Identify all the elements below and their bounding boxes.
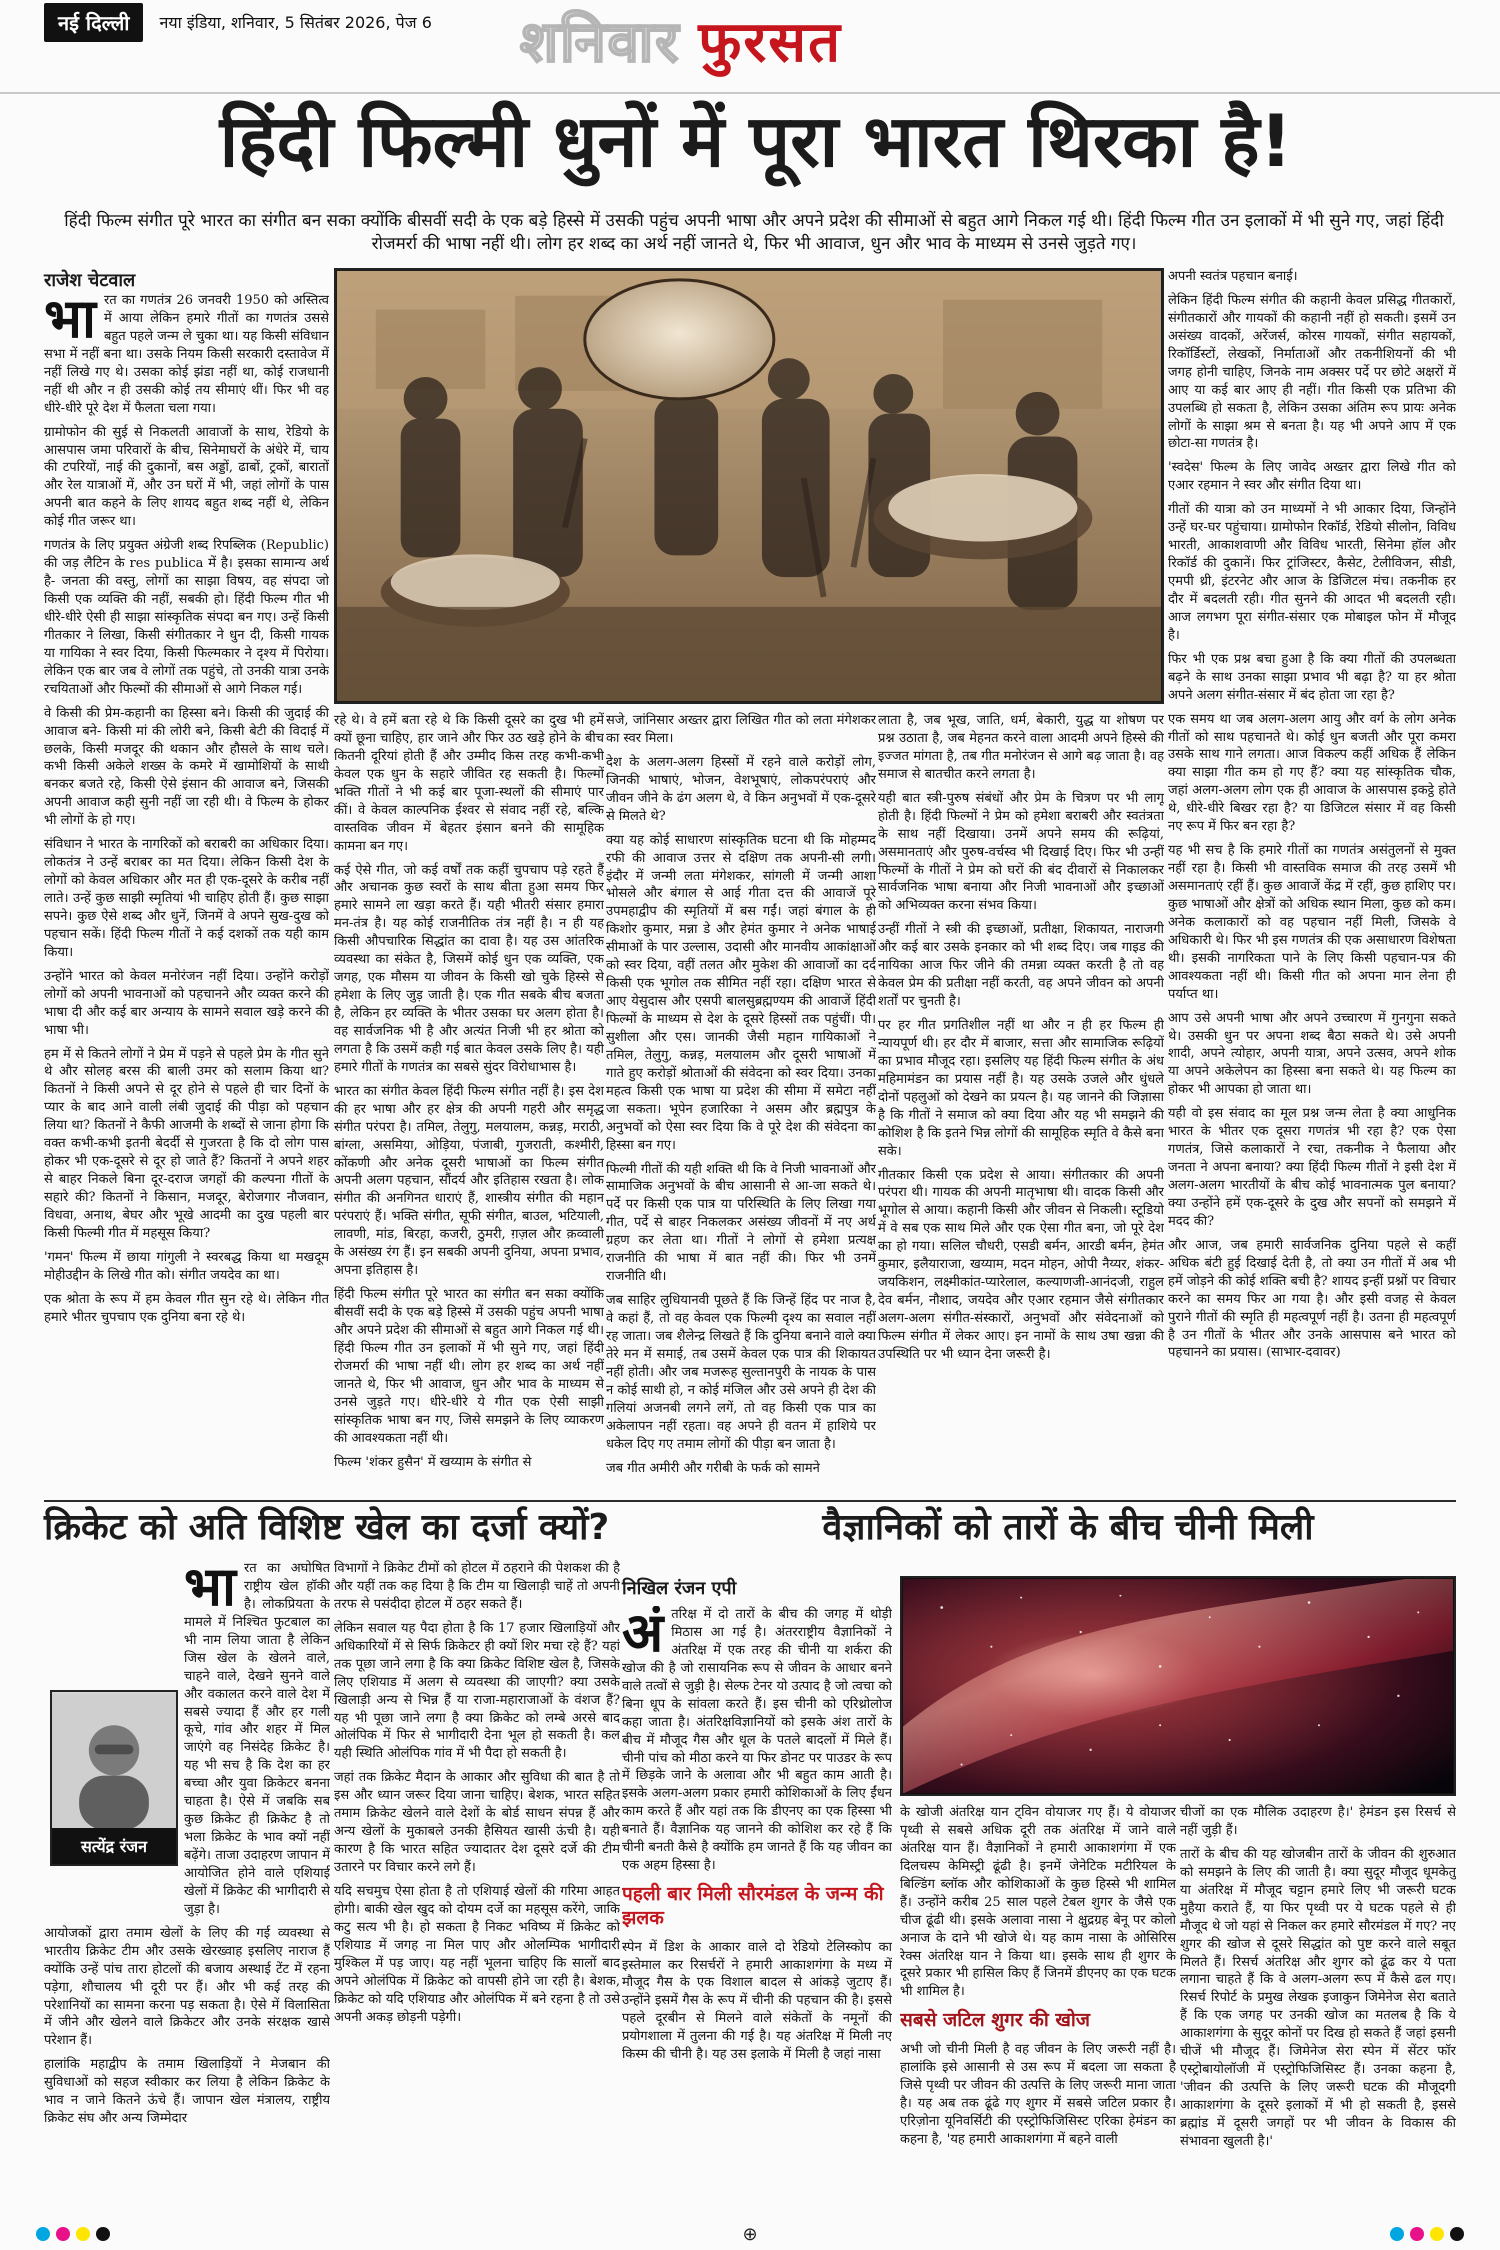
- headline-text: हिंदी फिल्मी धुनों में पूरा भारत थिरका है!: [219, 99, 1293, 183]
- paragraph: कई ऐसे गीत, जो कई वर्षों तक कहीं चुपचाप पड़े रहते हैं और अचानक कुछ स्वरों के साथ बीता हुआ समय फिर हमारे सामने ला खड़ा करते हैं। यही भीतरी संसार हमारा मन-तंत्र है। यह कोई राजनीतिक तंत्र नहीं है। न ही यह किसी औपचारिक सिद्धांत का दावा है। यह उस आंतरिक व्यवस्था का संकेत है, जिसमें कोई धुन एक व्यक्ति, एक जगह, एक मौसम या जीवन के किसी खो चुके हिस्से से हमेशा के लिए जुड़ जाती है। एक गीत सबके बीच बजता है, लेकिन हर व्यक्ति के भीतर उसका घर अलग होता है। वह सार्वजनिक भी है और अत्यंत निजी भी हर श्रोता को लगता है कि उसमें कही गई बात केवल उसके लिए है। यही हमारे गीतों के गणतंत्र का सबसे सुंदर विरोधाभास है।: [334, 862, 604, 1075]
- paragraph: क्या यह कोई साधारण सांस्कृतिक घटना थी कि मोहम्मद रफी की आवाज उत्तर से दक्षिण तक अपनी-सी लगी। इंदौर में जन्मी लता मंगेशकर, सांगली में जन्मी आशा भोसले और बंगाल से आई गीता दत्त की आवाजें पूरे उपमहाद्वीप की स्मृतियों में बस गईं। जहां बंगाल के ही किशोर कुमार, मन्ना डे और हेमंत कुमार ने अनेक भाषाई सीमाओं के पार उल्लास, उदासी और मानवीय आकांक्षाओं को स्वर दिया, वहीं तलत और मुकेश की आवाजों का दर्द किसी एक भूगोल तक सीमित नहीं रहा। दक्षिण भारत से आए येसुदास और एसपी बालसुब्रह्मण्यम की आवाजें हिंदी फिल्मों के माध्यम से देश के दूसरे हिस्सों तक पहुंचीं। पी। सुशीला और एस। जानकी जैसी महान गायिकाओं ने तमिल, तेलुगु, कन्नड़, मलयालम और दूसरी भाषाओं में गाते हुए करोड़ों श्रोताओं की संवेदना को स्वर दिया। उनका महत्व किसी एक भाषा या प्रदेश की सीमा में समेटा नहीं जा सकता। भूपेन हजारिका ने असम और ब्रह्मपुत्र के अनुभवों को ऐसा स्वर दिया कि वे पूरे देश की संवेदना का हिस्सा बन गए।: [606, 832, 876, 1153]
- paragraph: अपनी स्वतंत्र पहचान बनाई।: [1168, 269, 1298, 284]
- stars-column-1: [622, 1606, 892, 2206]
- paragraph: [622, 1606, 892, 1875]
- paragraph: फिल्म 'शंकर हुसैन' में खय्याम के संगीत से: [334, 1454, 532, 1470]
- paragraph: [184, 1560, 330, 1919]
- paragraph: जहां तक क्रिकेट मैदान के आकार और सुविधा की बात है तो इस और ध्यान जरूर दिया जाना चाहिए। बेशक, भारत सहित तमाम क्रिकेट खेलने वाले देशों के बोर्ड साधन संपन्न हैं और अन्य खेलों के मुकाबले उनकी हैसियत खासी ऊंची है। यही कारण है कि भारत सहित ज्यादातर देश दूसरे दर्जे की टीम उतारने पर विचार करने लगे हैं।: [334, 1770, 620, 1875]
- paragraph: लाता है, जब भूख, जाति, धर्म, बेकारी, युद्ध या शोषण पर प्रश्न उठाता है, जब मेहनत करने वाला आदमी अपने हिस्से की इज्जत मांगता है, तब गीत मनोरंजन से आगे बढ़ जाता है। वह समाज से बातचीत करने लगता है।: [878, 713, 1164, 782]
- paragraph: लेकिन सवाल यह पैदा होता है कि 17 हजार खिलाड़ियों और अधिकारियों में से सिर्फ क्रिकेटर ही क्यों शिर मचा रहे हैं? यहां तक पूछा जाने लगा है कि क्या क्रिकेट विशिष्ट खेल है, जिसके लिए एशियाड में अलग से व्यवस्था की जाएगी? क्या उसके खिलाड़ी अन्य से भिन्न हैं या राजा-महाराजाओं के वंशज हैं? यह भी पूछा जाने लगा है क्या क्रिकेट को लम्बे अरसे बाद ओलंपिक में फिर से भागीदारी देना भूल हो सकती है। कल यही स्थिति ओलंपिक गांव में भी पैदा हो सकती है।: [334, 1620, 620, 1762]
- author-name: सत्येंद्र रंजन: [52, 1828, 176, 1864]
- paragraph: यही बात स्त्री-पुरुष संबंधों और प्रेम के चित्रण पर भी लागू होती है। हिंदी फिल्मों ने प्रेम को हमेशा बराबरी और स्वतंत्रता के साथ नहीं दिखाया। उनमें अपने समय की रूढ़ियां, असमानताएं और पुरुष-वर्चस्व भी दिखाई दिए। फिर भी उन्हीं फिल्मों के गीतों ने प्रेम को घरों की बंद दीवारों से निकालकर सार्वजनिक भाषा बनाया और निजी भावनाओं और इच्छाओं को अभिव्यक्त करना संभव किया।: [878, 790, 1164, 914]
- subheading: सबसे जटिल शुगर की खोज: [900, 2009, 1090, 2032]
- cmyk-dots-left: [36, 2227, 110, 2241]
- stars-byline: निखिल रंजन एपी: [622, 1578, 737, 1599]
- paragraph: और आज, जब हमारी सार्वजनिक दुनिया पहले से कहीं अधिक बंटी हुई दिखाई देती है, तो क्या उन गीतों में अब भी हमें जोड़ने की कोई शक्ति बची है? शायद इन्हीं प्रश्नों पर विचार करने का समय फिर आ गया है। और इसी वजह से केवल पुराने गीतों की स्मृति ही महत्वपूर्ण नहीं है। उतना ही महत्वपूर्ण है उन गीतों के भीतर और उनके आसपास बने भारत को पहचानने का प्रयास। (साभार-दवावर): [1168, 1237, 1456, 1361]
- paragraph: चीजों का एक मौलिक उदाहरण है।' हेमंडन इस रिसर्च से नहीं जुड़ी हैं।: [1180, 1805, 1456, 1838]
- dropcap: भा: [44, 292, 96, 350]
- paragraph: हम में से कितने लोगों ने प्रेम में पड़ने से पहले प्रेम के गीत सुने थे और सोलह बरस की बाली उमर को सलाम किया था? कितनों ने किसी अपने से दूर होने से पहले ही चार दिनों के प्यार के बाद आने वाली लंबी जुदाई की पीड़ा को पहचान लिया था? कितनों ने कैफी आजमी के शब्दों से जाना होगा कि वक्त कभी-कभी इतनी बेदर्दी से गुजरता है कि दो लोग पास होकर भी एक-दूसरे से दूर हो जाते हैं? कितनों ने अपने शहर से बाहर निकले बिना दूर-दराज जगहों की कल्पना गीतों के सहारे की? कितनों ने किसान, मजदूर, बेरोजगार नौजवान, विधवा, अनाथ, बेघर और भूखे आदमी का दुख पहली बार किसी फिल्मी गीत में महसूस किया?: [44, 1046, 329, 1241]
- paragraph: स्पेन में डिश के आकार वाले दो रेडियो टेलिस्कोप का इस्तेमाल कर रिसर्चरों ने हमारी आकाशगंगा के मध्य में मौजूद गैस के एक विशाल बादल से आंकड़े जुटाए हैं। उन्होंने इसमें गैस के रूप में चीनी की पहचान की है। इससे पहले दूरबीन से मिलने वाले संकेतों के नमूनों की प्रयोगशाला में तुलना की गई है। यह अंतरिक्ष में मिली नए किस्म की चीनी है। यह उस इलाके में मिली है जहां नासा: [622, 1939, 892, 2063]
- paragraph: हिंदी फिल्म संगीत पूरे भारत का संगीत बन सका क्योंकि बीसवीं सदी के एक बड़े हिस्से में उसकी पहुंच अपनी भाषा और अपने प्रदेश की सीमाओं से बहुत आगे निकल गई थी। हिंदी फिल्म गीत उन इलाकों में भी सुने गए, जहां हिंदी रोजमर्रा की भाषा नहीं थी। लोग हर शब्द का अर्थ नहीं जानते थे, फिर भी आवाज, धुन और भाव के माध्यम से उनसे जुड़ते गए। धीरे-धीरे ये गीत एक ऐसी साझी सांस्कृतिक भाषा बन गए, जिसे समझने के लिए व्याकरण की आवश्यकता नहीं थी।: [334, 1287, 604, 1446]
- paragraph: भारत का संगीत केवल हिंदी फिल्म संगीत नहीं है। इस देश की हर भाषा और हर क्षेत्र की अपनी गहरी और समृद्ध संगीत परंपरा है। तमिल, तेलुगु, मलयालम, कन्नड़, मराठी, बांग्ला, असमिया, ओड़िया, पंजाबी, गुजराती, कश्मीरी, कोंकणी और अनेक दूसरी भाषाओं का फिल्म संगीत अपनी अलग पहचान, सौंदर्य और इतिहास रखता है। लोक संगीत की अनगिनत धाराएं हैं, शास्त्रीय संगीत की महान परंपराएं हैं। भक्ति संगीत, सूफी संगीत, बाउल, भटियाली, लावणी, मांड, बिरहा, कजरी, ठुमरी, ग़ज़ल और क़व्वाली के असंख्य रंग हैं। इन सबकी अपनी दुनिया, अपना प्रभाव, अपना इतिहास है।: [334, 1083, 604, 1279]
- dropcap: अं: [622, 1606, 664, 1664]
- article-column-1: [44, 292, 329, 1494]
- paragraph: अभी जो चीनी मिली है वह जीवन के लिए जरूरी नहीं है। हालांकि इसे आसानी से उस रूप में बदला जा सकता है जिसे पृथ्वी पर जीवन की उत्पत्ति के लिए जरूरी माना जाता है। यह अब तक ढूंढे गए शुगर में सबसे जटिल प्रकार है। एरिज़ोना यूनिवर्सिटी की एस्ट्रोफिजिसिस्ट एरिका हेमंडन का कहना है, 'यह हमारी आकाशगंगा में बहने वाली: [900, 2042, 1176, 2147]
- stars-headline: वैज्ञानिकों को तारों के बीच चीनी मिली: [822, 1507, 1314, 1548]
- paragraph: लेकिन हिंदी फिल्म संगीत की कहानी केवल प्रसिद्ध गीतकारों, संगीतकारों और गायकों की कहानी नहीं हो सकती। इसमें उन असंख्य वादकों, अरेंजर्स, कोरस गायकों, संगीत सहायकों, रिकॉर्डिस्टों, लेखकों, निर्माताओं और तकनीशियनों की भी जगह होनी चाहिए, जिनके नाम अक्सर पर्दे पर छोटे अक्षरों में आए या कई बार आए ही नहीं। गीत किसी एक प्रतिभा की उपलब्धि हो सकता है, लेकिन उसका अंतिम रूप प्रायः अनेक लोगों के साझा श्रम से बनता है। यह भी अपने आप में एक छोटा-सा गणतंत्र है।: [1168, 292, 1456, 452]
- paragraph: जब गीत अमीरी और गरीबी के फर्क को सामने: [606, 1460, 820, 1476]
- cricket-headline: क्रिकेट को अति विशिष्ट खेल का दर्जा क्यों?: [44, 1507, 610, 1548]
- cyan-dot: [1390, 2227, 1404, 2241]
- black-dot: [96, 2227, 110, 2241]
- cyan-dot: [36, 2227, 50, 2241]
- stars-column-3: [1180, 1804, 1456, 2206]
- article-column-3: [606, 712, 876, 1494]
- paragraph: आयोजकों द्वारा तमाम खेलों के लिए की गई व्यवस्था से भारतीय क्रिकेट टीम और उसके खेरख्वाह इसलिए नाराज हैं क्योंकि उन्हें पांच तारा होटलों की बजाय अस्थाई टेंट में रहना पड़ेगा, शौचालय भी दूरी पर हैं। और भी कई तरह की परेशानियों का सामना करना पड़ सकता है। ऐसे में विलासिता में जीने और खेलने वाले क्रिकेटर और उनके संरक्षक खासे परेशान हैं।: [44, 1925, 330, 2049]
- brand-left: शनिवार: [520, 10, 681, 75]
- dateline: नया इंडिया, शनिवार, 5 सितंबर 2026, पेज 6: [159, 13, 432, 32]
- paragraph: हालांकि महाद्वीप के तमाम खिलाड़ियों ने मेजबान की सुविधाओं को सहज स्वीकार कर लिया है लेकिन क्रिकेट के भाव न जाने कितने ऊंचे हैं। जापान खेल मंत्रालय, राष्ट्रीय क्रिकेट संघ और अन्य जिम्मेदार: [44, 2057, 330, 2127]
- paragraph: गणतंत्र के लिए प्रयुक्त अंग्रेजी शब्द रिपब्लिक (Republic) की जड़ लैटिन के res publica में है। इसका सामान्य अर्थ है- जनता की वस्तु, लोगों का साझा विषय, वह संपदा जो किसी एक व्यक्ति की नहीं, सबकी हो। हिंदी फिल्म गीत भी धीरे-धीरे ऐसी ही साझा सांस्कृतिक संपदा बन गए। उन्हें किसी गीतकार ने लिखा, किसी संगीतकार ने धुन दी, किसी गायक या गायिका ने स्वर दिया, किसी फिल्मकार ने दृश्य में पिरोया। लेकिन एक बार जब वे लोगों तक पहुंचे, तो उनकी यात्रा उनके रचयिताओं और फिल्मों की सीमाओं से आगे निकल गई।: [44, 538, 329, 697]
- yellow-dot: [76, 2227, 90, 2241]
- cricket-column-1: [44, 1560, 330, 2206]
- article-column-4: [878, 712, 1164, 1494]
- yellow-dot: [1430, 2227, 1444, 2241]
- paragraph: गीतों की यात्रा को उन माध्यमों ने भी आकार दिया, जिन्होंने उन्हें घर-घर पहुंचाया। ग्रामोफोन रिकॉर्ड, रेडियो सीलोन, विविध भारती, आकाशवाणी और विविध भारती, सिनेमा हॉल और रिकॉर्ड की दुकानें। फिर ट्रांजिस्टर, कैसेट, टेलीविजन, सीडी, एमपी थ्री, इंटरनेट और आज के डिजिटल मंच। तकनीक हर दौर में बदलती रही। गीत सुनने की आदत भी बदलती रही। आज लगभग पूरा संगीत-संसार एक मोबाइल फोन में मौजूद है।: [1168, 502, 1456, 643]
- paragraph: विभागों ने क्रिकेट टीमों को होटल में ठहराने की पेशकश की है और यहीं तक कह दिया है कि टीम या खिलाड़ी चाहें तो अपनी तरफ से पसंदीदा होटल में ठहर सकते हैं।: [334, 1561, 620, 1612]
- paragraph: उन्होंने भारत को केवल मनोरंजन नहीं दिया। उन्होंने करोड़ों लोगों को अपनी भावनाओं को पहचानने और व्यक्त करने की भाषा दी और कई बार अन्याय के सामने सवाल खड़े करने की भाषा भी।: [44, 968, 329, 1038]
- paragraph: ग्रामोफोन की सुई से निकलती आवाजों के साथ, रेडियो के आसपास जमा परिवारों के बीच, सिनेमाघरों के अंधेरे में, चाय की टपरियों, नाई की दुकानों, बस अड्डों, ढाबों, ट्रकों, बारातों और रेल यात्राओं में, और उन घरों में भी, जहां लोगों के पास अपनी बात कहने के लिए शायद बहुत शब्द नहीं थे, लेकिन कोई गीत जरूर था।: [44, 424, 329, 530]
- standfirst: हिंदी फिल्म संगीत पूरे भारत का संगीत बन सका क्योंकि बीसवीं सदी के एक बड़े हिस्से में उसकी पहुंच अपनी भाषा और अपने प्रदेश की सीमाओं से बहुत आगे निकल गई थी। हिंदी फिल्म गीत उन इलाकों में भी सुने गए, जहां हिंदी रोजमर्रा की भाषा नहीं थी। लोग हर शब्द का अर्थ नहीं जानते थे, फिर भी आवाज, धुन और भाव के माध्यम से उनसे जुड़ते गए।: [64, 211, 1444, 254]
- paragraph: सजे, जांनिसार अख्तर द्वारा लिखित गीत को लता मंगेशकर का स्वर मिला।: [606, 713, 876, 746]
- paragraph: एक समय था जब अलग-अलग आयु और वर्ग के लोग अनेक गीतों को साथ पहचानते थे। कोई धुन बजती और पूरा कमरा उसके साथ गाने लगता। आज विकल्प कहीं अधिक हैं लेकिन क्या साझा गीत कम हो गए हैं? क्या यह सांस्कृतिक चौक, जहां अलग-अलग लोग एक ही आवाज के आसपास इकट्ठे होते थे, धीरे-धीरे बिखर रहा है? या डिजिटल संसार में वह किसी नए रूप में फिर बन रहा है?: [1168, 711, 1456, 835]
- musicians-photo: [334, 268, 1164, 704]
- paragraph: पर हर गीत प्रगतिशील नहीं था और न ही हर फिल्म ही न्यायपूर्ण थी। हर दौर में बाजार, सत्ता और सामाजिक रूढ़ियों का प्रभाव मौजूद रहा। इसलिए यह हिंदी फिल्म संगीत के अंध महिमामंडन का प्रयास नहीं है। यह उसके उजले और धुंधले दोनों पहलुओं को देखने का प्रयत्न है। यह जानने की जिज्ञासा है कि गीतों ने समाज को क्या दिया और यह भी समझने की कोशिश है कि इतने भिन्न लोगों की सामूहिक स्मृति वे कैसे बना सके।: [878, 1018, 1164, 1159]
- cricket-column-2: [334, 1560, 620, 2206]
- paragraph: 'गमन' फिल्म में छाया गांगुली ने स्वरबद्ध किया था मखदूम मोहीउद्दीन के लिखे गीत को। संगीत जयदेव का था।: [44, 1249, 329, 1283]
- article-column-2: [334, 712, 604, 1494]
- paragraph-text: तरिक्ष में दो तारों के बीच की जगह में थोड़ी मिठास आ गई है। अंतरराष्ट्रीय वैज्ञानिकों ने अंतरिक्ष में एक तरह की चीनी या शर्करा की खोज की है जो रासायनिक रूप से जीवन के आधार बनने वाले तत्वों से जुड़ी है। सेल्फ टेनर यो उत्पाद है जो त्वचा को बिना धूप के सांवला करते हैं। इस चीनी को एरिथ्रोलोज कहा जाता है। अंतरिक्षविज्ञानियों को इसके अंश तारों के बीच में मौजूद गैस और धूल के पतले बादलों में मिले हैं। चीनी पांच को मीठा करने या फिर डोनट पर पाउडर के रूप में छिड़के जाने के अलावा और भी बहुत काम आती है। इसके अलग-अलग प्रकार हमारी कोशिकाओं के लिए ईंधन काम करते हैं और यहां तक कि डीएनए का एक हिस्सा भी बनाते हैं। वैज्ञानिक यह जानने की कोशिश कर रहे हैं कि चीनी बनती कैसे है क्योंकि हम जानते हैं कि यह जीवन का एक अहम हिस्सा है।: [622, 1607, 892, 1874]
- stars-column-2: [900, 1804, 1176, 2206]
- registration-mark-icon: ⊕: [742, 2223, 758, 2245]
- paragraph: आप उसे अपनी भाषा और अपने उच्चारण में गुनगुना सकते थे। उसकी धुन पर अपना शब्द बैठा सकते थे। उसे अपनी शादी, अपने त्योहार, अपनी यात्रा, अपने उत्सव, अपने शोक या अपने अकेलेपन का हिस्सा बना सकते थे। यह फिल्म का होकर भी आपका हो जाता था।: [1168, 1010, 1456, 1098]
- paragraph: जब साहिर लुधियानवी पूछते हैं कि जिन्हें हिंद पर नाज है, वे कहां हैं, तो वह केवल एक फिल्मी दृश्य का सवाल नहीं रह जाता। जब शैलेन्द्र लिखते हैं कि दुनिया बनाने वाले क्या तेरे मन में समाई, तब उसमें केवल एक पात्र की शिकायत नहीं होती। और जब मजरूह सुल्तानपुरी के नायक के पास न कोई साथी हो, न कोई मंजिल और उसे अपने ही देश की गलियां अजनबी लगने लगें, तो वह किसी एक पात्र का अकेलापन नहीं रहता। वह अपने ही वतन में हाशिये पर धकेल दिए गए तमाम लोगों की पीड़ा बन जाता है।: [606, 1293, 876, 1452]
- magenta-dot: [56, 2227, 70, 2241]
- photo-illustration: [336, 270, 1162, 702]
- paragraph: एक श्रोता के रूप में हम केवल गीत सुन रहे थे। लेकिन गीत हमारे भीतर चुपचाप एक दुनिया बना रहे थे।: [44, 1291, 329, 1325]
- subheading: पहली बार मिली सौरमंडल के जन्म की झलक: [622, 1883, 884, 1929]
- paragraph: वे किसी की प्रेम-कहानी का हिस्सा बने। किसी की जुदाई की आवाज बने- किसी मां की लोरी बने, किसी बेटी की विदाई में छलके, किसी मजदूर की थकान और हौसले के साथ चले। कभी किसी अकेले शख्स के कमरे में खामोशियों के साथी बनकर बजते रहे, किसी ऐसे इंसान की आवाज बने, जिसकी अपनी आवाज कही सुनी नहीं जा रही थी। वे फिल्म के होकर भी लोगों के हो गए।: [44, 705, 329, 829]
- paragraph: 'स्वदेस' फिल्म के लिए जावेद अख्तर द्वारा लिखे गीत को एआर रहमान ने स्वर और संगीत दिया था।: [1168, 460, 1456, 494]
- galaxy-illustration: [902, 1578, 1454, 1794]
- paragraph: संविधान ने भारत के नागरिकों को बराबरी का अधिकार दिया। लोकतंत्र ने उन्हें बराबर का मत दिया। लेकिन किसी देश के लोगों को केवल अधिकार और मत ही एक-दूसरे के करीब नहीं लाते। उन्हें कुछ साझी स्मृतियां भी चाहिए होती हैं। कुछ साझा सपने। कुछ ऐसे शब्द और धुनें, जिनमें वे अपने सुख-दुख को पहचान सकें। हिंदी फिल्म गीतों ने कई दशकों तक यही काम किया।: [44, 837, 329, 960]
- paragraph-text: रत का गणतंत्र 26 जनवरी 1950 को अस्तित्व में आया लेकिन हमारे गीतों का गणतंत्र उससे बहुत पहले जन्म ले चुका था। यह किसी संविधान सभा में नहीं बना था। उसके नियम किसी सरकारी दस्तावेज में नहीं लिखे गए थे। उसका कोई झंडा नहीं था, कोई राजधानी नहीं थी और न ही उसकी कोई तय सीमाएं थीं। फिर भी वह धीरे-धीरे पूरे देश में फैलता चला गया।: [44, 293, 329, 416]
- paragraph: उन्हीं गीतों ने स्त्री की इच्छाओं, प्रतीक्षा, शिकायत, नाराजगी और कई बार उसके इनकार को भी शब्द दिए। जब गाइड की नायिका आज फिर जीने की तमन्ना व्यक्त करती है तो वह केवल प्रेम की प्रतीक्षा नहीं करती, वह अपने जीवन को अपनी शर्तों पर चुनती है।: [878, 922, 1164, 1010]
- paragraph: फिल्मी गीतों की यही शक्ति थी कि वे निजी भावनाओं और सामाजिक अनुभवों के बीच आसानी से आ-जा सकते थे। पर्दे पर किसी एक पात्र या परिस्थिति के लिए लिखा गया गीत, पर्दे से बाहर निकलकर असंख्य जीवनों में नए अर्थ ग्रहण कर लेता था। गीतों ने लोगों से हमेशा प्रत्यक्ष राजनीति की भाषा में बात नहीं की। फिर भी उनमें राजनीति थी।: [606, 1161, 876, 1285]
- paragraph: गीतकार किसी एक प्रदेश से आया। संगीतकार की अपनी परंपरा थी। गायक की अपनी मातृभाषा थी। वादक किसी और भूगोल से आया। कहानी किसी और जीवन से निकली। स्टूडियो में वे सब एक साथ मिले और एक ऐसा गीत बना, जो पूरे देश का हो गया। सलिल चौधरी, एसडी बर्मन, आरडी बर्मन, हेमंत कुमार, इलैयाराजा, खय्याम, मदन मोहन, ओपी नैय्यर, शंकर-जयकिशन, लक्ष्मीकांत-प्यारेलाल, कल्याणजी-आनंदजी, राहुल देव बर्मन, नौशाद, जयदेव और एआर रहमान जैसे संगीतकार अलग-अलग संगीत-संस्कारों, अनुभवों और संवेदनाओं को फिल्म संगीत में लेकर आए। इन नामों के साथ उषा खन्ना की उपस्थिति पर भी ध्यान देना जरूरी है।: [878, 1167, 1164, 1362]
- paragraph: यह भी सच है कि हमारे गीतों का गणतंत्र असंतुलनों से मुक्त नहीं रहा है। किसी भी वास्तविक समाज की तरह उसमें भी असमानताएं रहीं हैं। कुछ आवाजें केंद्र में रहीं, कुछ हाशिए पर। कुछ भाषाओं और क्षेत्रों को अधिक स्थान मिला, कुछ को कम। अनेक कलाकारों को वह पहचान नहीं मिली, जिसके वे अधिकारी थे। फिर भी इस गणतंत्र की एक असाधारण विशेषता थी। इसकी नागरिकता पाने के लिए किसी पहचान-पत्र की आवश्यकता नहीं थी। किसी गीत को अपना मान लेना ही पर्याप्त था।: [1168, 843, 1456, 1002]
- paragraph: के खोजी अंतरिक्ष यान ट्विन वोयाजर गए हैं। ये वोयाजर पृथ्वी से सबसे अधिक दूरी तक अंतरिक्ष में जाने वाले अंतरिक्ष यान हैं। वैज्ञानिकों ने हमारी आकाशगंगा में एक दिलचस्प केमिस्ट्री ढूंढी है। इनमें जेनेटिक मटीरियल के बिल्डिंग ब्लॉक और कोशिकाओं के कुछ हिस्से भी शामिल हैं। उन्होंने करीब 25 साल पहले टेबल शुगर के जैसे एक चीज ढूंढी थी। इसके अलावा नासा ने क्षुद्रग्रह बेनू पर कोलो अनाज के दाने भी खोजे थे। यह काम नासा के ओसिरिस रेक्स अंतरिक्ष यान ने किया था। इसके साथ ही शुगर के दूसरे प्रकार भी हासिल किए हैं जिनमें डीएनए का एक घटक भी शामिल है।: [900, 1805, 1176, 2000]
- byline: राजेश चेटवाल: [44, 270, 136, 291]
- paragraph: यही वो इस संवाद का मूल प्रश्न जन्म लेता है क्या आधुनिक भारत के भीतर एक दूसरा गणतंत्र भी रहा है? एक ऐसा गणतंत्र, जिसे कलाकारों ने रचा, तकनीक ने फैलाया और जनता ने अपना बनाया? क्या हिंदी फिल्म गीतों ने इसी देश में अलग-अलग भारतीयों के बीच कोई भावनात्मक पुल बनाया? क्या उन्होंने हमें एक-दूसरे के दुख और सपनों को समझने में मदद की?: [1168, 1106, 1456, 1229]
- galaxy-photo: [900, 1576, 1456, 1796]
- cmyk-dots-right: [1390, 2227, 1464, 2241]
- article-column-5: [1168, 268, 1456, 1494]
- paragraph-text: रत का अघोषित राष्ट्रीय खेल हॉकी है। लोकप्रियता के मामले में निश्चित फुटबाल का भी नाम लिया जाता है लेकिन जिस खेल के खेलने वाले, चाहने वाले, देखने सुनने वाले और वकालत करने वाले देश में सबसे ज्यादा हैं और हर गली कूचे, गांव और शहर में मिल जाएंगे वह निसंदेह क्रिकेट है। यह भी सच है कि देश का हर बच्चा और युवा क्रिकेटर बनना चाहता है। ऐसे में जबकि सब कुछ क्रिकेट ही क्रिकेट है तो भला क्रिकेट के भाव क्यों नहीं बढ़ेंगे। ताजा उदाहरण जापान में आयोजित होने वाले एशियाई खेलों में क्रिकेट की भागीदारी से जुड़ा है।: [184, 1561, 330, 1917]
- magenta-dot: [1410, 2227, 1424, 2241]
- paragraph: तारों के बीच की यह खोजबीन तारों के जीवन की शुरुआत को समझने के लिए की जाती है। क्या सुदूर मौजूद धूमकेतु या अंतरिक्ष में मौजूद चट्टान हमारे लिए भी जरूरी घटक मुहैया कराते हैं, या फिर पृथ्वी पर ये घटक पहले से ही मौजूद थे जो यहां से निकल कर हमारे सौरमंडल में गए? नए शुगर की खोज से दूसरे सिद्धांत को पुष्ट करने वाले सबूत मिलते हैं। रिसर्च अंतरिक्ष और शुगर को ढूंढ कर ये पता लगाना चाहते हैं कि वे अलग-अलग रूप में कैसे ढल गए। रिसर्च रिपोर्ट के प्रमुख लेखक इजाकुन जिमेनेज सेरा बताते हैं कि एक जगह पर उनकी खोज का मतलब है कि ये आकाशगंगा के सुदूर कोनों पर दिख हो सकते हैं जहां इसनी चीजें भी मौजूद हैं। जिमेनेज सेरा स्पेन में सेंटर फॉर एस्ट्रोबायोलॉजी में एस्ट्रोफिजिसिस्ट हैं। उनका कहना है, 'जीवन की उत्पत्ति के लिए जरूरी घटक की मौजूदगी आकाशगंगा के दूसरे इलाकों में भी हो सकती है, इससे ब्रह्मांड में दूसरी जगहों पर भी जीवन के विकास की संभावना खुलती है।': [1180, 1846, 1456, 2149]
- paragraph: [44, 292, 329, 418]
- top-rule: [0, 92, 1500, 94]
- city-tab: नई दिल्ली: [44, 3, 143, 42]
- paragraph: देश के अलग-अलग हिस्सों में रहने वाले करोड़ों लोग, जिनकी भाषाएं, भोजन, वेशभूषाएं, लोकपरंपराएं और जीवन जीने के ढंग अलग थे, वे किन अनुभवों में एक-दूसरे से मिलते थे?: [606, 754, 876, 824]
- brand-right: फुरसत: [698, 10, 843, 75]
- section-brand: [520, 2, 842, 78]
- paragraph: यदि सचमुच ऐसा होता है तो एशियाई खेलों की गरिमा आहत होगी। बाकी खेल खुद को दोयम दर्जे का महसूस करेंगे, जाकि कटु सत्य भी है। हो सकता है निकट भविष्य में क्रिकेट को एशियाड में जगह ना मिल पाए और ओलम्पिक भागीदारी मुश्किल में पड़ जाए। यह नहीं भूलना चाहिए कि सालों बाद अपने ओलंपिक में क्रिकेट को वापसी होने जा रही है। बेशक, क्रिकेट को यदि एशियाड और ओलंपिक में बने रहना है तो उसे अपनी अकड़ छोड़नी पड़ेगी।: [334, 1883, 620, 2025]
- black-dot: [1450, 2227, 1464, 2241]
- dropcap: भा: [184, 1560, 236, 1618]
- print-marks: [0, 2218, 1500, 2250]
- section-divider: [44, 1500, 1456, 1502]
- main-headline: [96, 99, 1416, 183]
- paragraph: रहे थे। वे हमें बता रहे थे कि किसी दूसरे का दुख भी हमें क्यों छूना चाहिए, हार जाने और फिर उठ खड़े होने के बीच कितनी दूरियां होती हैं और उम्मीद किस तरह कभी-कभी केवल एक धुन के सहारे जीवित रह सकती है। फिल्मों भक्ति गीतों ने भी कई बार पूजा-स्थलों की सीमाएं पार कीं। वे केवल काल्पनिक ईश्वर से संवाद नहीं रहे, बल्कि वास्तविक जीवन में बेहतर इंसान बनने की सामूहिक कामना बन गए।: [334, 713, 604, 854]
- paragraph: फिर भी एक प्रश्न बचा हुआ है कि क्या गीतों की उपलब्धता बढ़ने के साथ उनका साझा प्रभाव भी बढ़ा है? या हर श्रोता अपने अलग संगीत-संसार में बंद होता जा रहा है?: [1168, 651, 1456, 703]
